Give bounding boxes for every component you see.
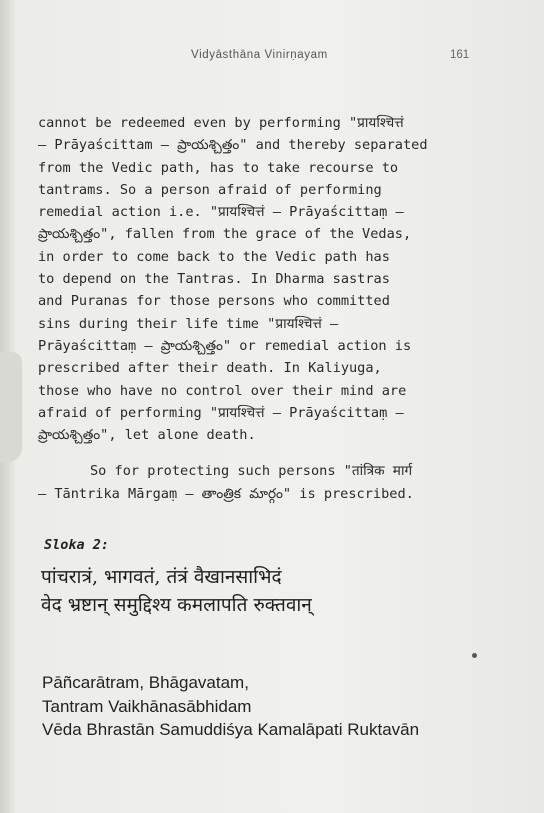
paragraph-1-line: afraid of performing "प्रायश्चित्तं – Prāyaścittaṃ –: [38, 404, 404, 421]
sloka-transliteration-line: Pāñcarātram, Bhāgavatam,: [42, 673, 249, 692]
paragraph-2-line: So for protecting such persons "तांत्रिक मार्ग: [90, 463, 413, 480]
paragraph-1-line: to depend on the Tantras. In Dharma sastras: [38, 271, 390, 288]
paragraph-1-line: those who have no control over their mind are: [38, 382, 407, 399]
paragraph-1-line: – Prāyaścittam – ప్రాయశ్చిత్తం" and thereby separated: [38, 137, 428, 154]
sloka-devanagari: [41, 563, 312, 619]
paragraph-1-line: sins during their life time "प्रायश्चित्तं –: [38, 315, 339, 332]
ink-speck: [472, 653, 477, 658]
sloka-transliteration-line: Tantram Vaikhānasābhidam: [42, 696, 252, 716]
paragraph-1-line: in order to come back to the Vedic path has: [38, 248, 390, 265]
sloka-transliteration-line: Vēda Bhrastān Samuddiśya Kamalāpati Ruktavān: [42, 720, 420, 739]
paragraph-1-line: from the Vedic path, has to take recourse to: [38, 159, 399, 176]
paragraph-1-line: Prāyaścittaṃ – ప్రాయశ్చిత్తం" or remedial action is: [38, 337, 412, 354]
paragraph-1-line: ప్రాయశ్చిత్తం", fallen from the grace of the Vedas,: [38, 226, 412, 243]
sloka-transliteration: [42, 671, 419, 742]
sloka-devanagari-line: पांचरात्रं, भागवतं, तंत्रं वैखानसाभिदं: [41, 566, 282, 588]
paragraph-1-line: remedial action i.e. "प्रायश्चित्तं – Prāyaścittaṃ –: [38, 204, 404, 221]
running-title: Vidyāsthāna Vinirṇayam: [191, 49, 328, 61]
sloka-devanagari-line: वेद भ्रष्टान् समुद्दिश्य कमलापति रुक्तवान्: [41, 594, 312, 616]
page-tear-mark: [0, 352, 22, 462]
page-number: 161: [450, 49, 470, 61]
main-text: [38, 112, 496, 505]
paragraph-2: [38, 460, 496, 505]
sloka-heading: Sloka 2:: [44, 537, 110, 553]
paragraph-1-line: ప్రాయశ్చిత్తం", let alone death.: [38, 427, 256, 444]
paragraph-1-line: and Puranas for those persons who committed: [38, 293, 390, 310]
paragraph-1-line: cannot be redeemed even by performing "प्रायश्चित्तं: [38, 115, 404, 131]
paragraph-1-line: tantrams. So a person afraid of performing: [38, 181, 382, 198]
paragraph-1: [38, 112, 496, 446]
paragraph-2-line: – Tāntrika Mārgaṃ – తాంత్రిక మార్గం" is prescribed.: [38, 485, 414, 502]
paragraph-1-line: prescribed after their death. In Kaliyuga,: [38, 360, 382, 377]
